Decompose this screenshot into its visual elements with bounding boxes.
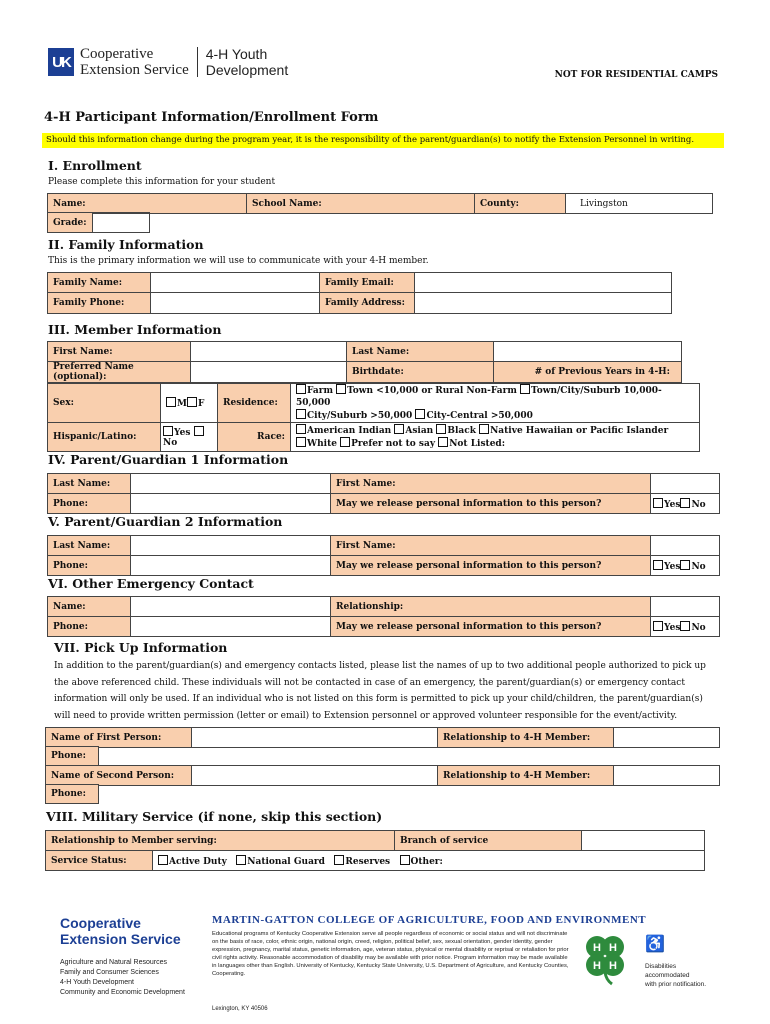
parent1-table — [47, 473, 720, 514]
sex-label: Sex: — [48, 384, 161, 423]
race-nh-label: Native Hawaiian or Pacific Islander — [490, 426, 669, 436]
pickup-phone-1 — [45, 746, 109, 766]
footer-departments — [60, 958, 185, 998]
prev-years-label — [494, 362, 682, 383]
enrollment-table — [47, 193, 713, 214]
res-farm-label: Farm — [307, 386, 333, 396]
coop-line1: Cooperative — [80, 46, 154, 62]
footer-dep4: Community and Economic Development — [60, 989, 185, 996]
ec-release-options — [651, 617, 720, 637]
res-town-label: Town <10,000 or Rural Non-Farm — [347, 386, 517, 396]
res-city-checkbox[interactable] — [296, 409, 306, 419]
section-parent2-heading: V. Parent/Guardian 2 Information — [48, 514, 283, 529]
sex-f-label: F — [197, 399, 205, 409]
ec-no-checkbox[interactable] — [680, 621, 690, 631]
footer-dep3: 4-H Youth Development — [60, 979, 134, 986]
race-ai-label: American Indian — [307, 426, 392, 436]
national-guard-label: National Guard — [247, 856, 325, 867]
svg-text:H: H — [593, 960, 601, 972]
birthdate-label: Birthdate: — [347, 362, 494, 383]
section-family-note: This is the primary information we will use to communicate with your 4-H member. — [48, 256, 429, 266]
p1-first-field[interactable] — [651, 474, 720, 494]
residence-options — [291, 384, 700, 423]
pickup-table-2 — [45, 765, 720, 786]
emergency-table — [47, 596, 720, 637]
race-asian-label: Asian — [405, 426, 434, 436]
race-nh-checkbox[interactable] — [479, 424, 489, 434]
first-person-label: Name of First Person: — [46, 728, 192, 748]
accessibility-icon: ♿ — [645, 934, 665, 953]
youth-development-name — [206, 46, 289, 78]
name-label: Name: — [48, 194, 247, 214]
p2-first-field[interactable] — [651, 536, 720, 556]
res-farm-checkbox[interactable] — [296, 384, 306, 394]
sex-m-label: M — [177, 399, 187, 409]
p1-phone-field[interactable] — [131, 494, 331, 514]
coop-extension-name — [80, 46, 189, 78]
disab-line3: with prior notification. — [645, 981, 707, 988]
p2-first-label: First Name: — [331, 536, 651, 556]
pickup-paragraph: In addition to the parent/guardian(s) and emergency contacts listed, please list the names of up to two additional people authorized to pick up the above referenced child. These individuals will not be contacted in case of an emergency, the parent/guardian(s) or emergency contact information will only be used. If an individual who is not listed on this form is permitted to pick up your child/children, the parent/guardian(s) will need to provide written permission (letter or email) to Extension personnel or approved volunteer responsible for the event/activity. — [54, 661, 706, 721]
p2-phone-field[interactable] — [131, 556, 331, 576]
second-rel-field[interactable] — [614, 766, 720, 786]
svg-text:H: H — [609, 942, 617, 954]
race-black-label: Black — [447, 426, 476, 436]
other-checkbox[interactable] — [400, 855, 410, 865]
military-table — [45, 830, 705, 871]
first-name-label: First Name: — [48, 342, 191, 362]
p1-phone-label: Phone: — [48, 494, 131, 514]
family-name-field[interactable] — [151, 273, 320, 293]
p1-yes-checkbox[interactable] — [653, 498, 663, 508]
first-name-field[interactable] — [191, 342, 347, 362]
preferred-name-field[interactable] — [191, 362, 347, 383]
svg-text:H: H — [609, 960, 617, 972]
reserves-checkbox[interactable] — [334, 855, 344, 865]
footer-coop-name — [60, 915, 181, 947]
hispanic-label: Hispanic/Latino: — [48, 423, 161, 452]
race-asian-checkbox[interactable] — [394, 424, 404, 434]
p2-yes-checkbox[interactable] — [653, 560, 663, 570]
prev-years-text: # of Previous Years in 4-H: — [534, 367, 670, 377]
footer-dep1: Agriculture and Natural Resources — [60, 959, 167, 966]
first-phone-label: Phone: — [46, 747, 99, 766]
logo-divider — [197, 47, 198, 77]
four-h-clover-icon — [578, 932, 632, 986]
ec-phone-field[interactable] — [131, 617, 331, 637]
res-central-label: City-Central >50,000 — [426, 411, 533, 421]
footer-coop-line1: Cooperative — [60, 915, 141, 931]
race-nl-label: Not Listed: — [449, 439, 506, 449]
coop-line2: Extension Service — [80, 62, 189, 78]
hispanic-options — [161, 423, 218, 452]
member-table-names — [47, 341, 682, 383]
p1-yes-label: Yes — [664, 499, 681, 510]
family-email-field[interactable] — [415, 273, 672, 293]
reserves-label: Reserves — [345, 856, 391, 867]
section-emergency-heading: VI. Other Emergency Contact — [48, 576, 254, 591]
p1-release-label: May we release personal information to this person? — [331, 494, 651, 514]
p1-no-checkbox[interactable] — [680, 498, 690, 508]
ec-name-field[interactable] — [131, 597, 331, 617]
p1-last-label: Last Name: — [48, 474, 131, 494]
p2-phone-label: Phone: — [48, 556, 131, 576]
disab-line2: accommodated — [645, 972, 690, 979]
first-phone-field[interactable] — [99, 747, 110, 766]
youth-line2: Development — [205, 62, 289, 78]
family-address-label: Family Address: — [320, 293, 415, 314]
second-person-field[interactable] — [192, 766, 438, 786]
service-status-label: Service Status: — [46, 851, 153, 871]
race-black-checkbox[interactable] — [436, 424, 446, 434]
military-rel-label: Relationship to Member serving: — [46, 831, 395, 851]
service-status-options — [153, 851, 705, 871]
grade-label: Grade: — [48, 213, 93, 233]
ec-relationship-label: Relationship: — [331, 597, 651, 617]
other-label: Other: — [410, 856, 443, 867]
first-person-field[interactable] — [192, 728, 438, 748]
race-white-label: White — [307, 439, 337, 449]
race-options — [291, 423, 700, 452]
section-pickup-heading: VII. Pick Up Information — [54, 640, 228, 655]
footer-statement: Educational programs of Kentucky Cooperative Extension serve all people regardless of economic or social status and will not discriminate on the basis of race, color, ethnic origin, national origin, creed, religion, political belief, sex, sexual orientation, gender identity, gender expression, pregnancy, marital status, genetic information, age, veteran status, physical or mental disability or reprisal or retaliation for prior civil rights activity. Reasonable accommodation of disability may be available with prior notice. Program information may be made available in languages other than English. University of Kentucky, Kentucky State University, U.S. Department of Agriculture, and Kentucky Counties, Cooperating. — [212, 931, 569, 977]
school-name-label: School Name: — [247, 194, 475, 214]
active-duty-label: Active Duty — [169, 856, 227, 867]
svg-text:H: H — [593, 942, 601, 954]
res-suburb-label: Town/City/Suburb 10,000-50,000 — [296, 386, 662, 408]
hispanic-yes-label: Yes — [174, 428, 191, 438]
preferred-name-label: Preferred Name (optional): — [48, 362, 191, 383]
race-white-checkbox[interactable] — [296, 437, 306, 447]
p2-release-options — [651, 556, 720, 576]
sex-options — [161, 384, 218, 423]
first-rel-field[interactable] — [614, 728, 720, 748]
member-table-demographics — [47, 383, 700, 452]
hispanic-yes-checkbox[interactable] — [163, 426, 173, 436]
county-field[interactable]: Livingston — [566, 194, 713, 214]
notice-banner: Should this information change during the program year, it is the responsibility of the parent/guardian(s) to notify the Extension Personnel in writing. — [42, 133, 724, 148]
section-enrollment-heading: I. Enrollment — [48, 158, 142, 173]
parent2-table — [47, 535, 720, 576]
ec-yes-label: Yes — [664, 622, 681, 633]
p1-last-field[interactable] — [131, 474, 331, 494]
race-prefer-checkbox[interactable] — [340, 437, 350, 447]
p2-last-label: Last Name: — [48, 536, 131, 556]
ec-name-label: Name: — [48, 597, 131, 617]
section-enrollment-note: Please complete this information for your student — [48, 177, 276, 187]
youth-line1: 4-H Youth — [205, 46, 268, 62]
sex-m-checkbox[interactable] — [166, 397, 176, 407]
section-member-heading: III. Member Information — [48, 322, 222, 337]
footer-coop-line2: Extension Service — [60, 931, 181, 947]
p2-no-label: No — [691, 561, 706, 572]
footer-dep2: Family and Consumer Sciences — [60, 969, 159, 976]
residence-label: Residence: — [218, 384, 291, 423]
branch-label: Branch of service — [395, 831, 582, 851]
form-title: 4-H Participant Information/Enrollment Form — [44, 110, 379, 125]
not-residential-label: NOT FOR RESIDENTIAL CAMPS — [554, 70, 718, 80]
grade-table — [47, 212, 150, 233]
race-prefer-label: Prefer not to say — [351, 439, 436, 449]
footer-college-name: MARTIN-GATTON COLLEGE OF AGRICULTURE, FOOD AND ENVIRONMENT — [212, 914, 647, 926]
second-phone-label: Phone: — [46, 785, 99, 804]
sex-f-checkbox[interactable] — [187, 397, 197, 407]
uk-logo-icon: UK — [48, 48, 74, 76]
family-table — [47, 272, 672, 314]
header-logo — [48, 46, 288, 78]
res-central-checkbox[interactable] — [415, 409, 425, 419]
p1-release-options — [651, 494, 720, 514]
p2-no-checkbox[interactable] — [680, 560, 690, 570]
county-label: County: — [475, 194, 566, 214]
race-label: Race: — [218, 423, 291, 452]
ec-phone-label: Phone: — [48, 617, 131, 637]
race-nl-checkbox[interactable] — [438, 437, 448, 447]
res-suburb-checkbox[interactable] — [520, 384, 530, 394]
branch-field[interactable] — [582, 831, 705, 851]
p1-first-label: First Name: — [331, 474, 651, 494]
active-duty-checkbox[interactable] — [158, 855, 168, 865]
section-family-heading: II. Family Information — [48, 237, 204, 252]
footer-address: Lexington, KY 40506 — [212, 1006, 268, 1012]
second-phone-field[interactable] — [99, 785, 110, 804]
hispanic-no-label: No — [163, 438, 178, 448]
grade-field[interactable] — [93, 213, 150, 233]
ec-no-label: No — [691, 622, 706, 633]
last-name-field[interactable] — [494, 342, 682, 362]
p2-yes-label: Yes — [664, 561, 681, 572]
footer-disabilities-note — [645, 962, 706, 989]
national-guard-checkbox[interactable] — [236, 855, 246, 865]
last-name-label: Last Name: — [347, 342, 494, 362]
pickup-phone-2 — [45, 784, 109, 804]
p1-no-label: No — [691, 499, 706, 510]
ec-yes-checkbox[interactable] — [653, 621, 663, 631]
p2-last-field[interactable] — [131, 536, 331, 556]
ec-release-label: May we release personal information to this person? — [331, 617, 651, 637]
res-city-label: City/Suburb >50,000 — [307, 411, 413, 421]
second-rel-label: Relationship to 4-H Member: — [438, 766, 614, 786]
section-military-heading: VIII. Military Service (if none, skip this section) — [46, 809, 383, 824]
p2-release-label: May we release personal information to this person? — [331, 556, 651, 576]
family-email-label: Family Email: — [320, 273, 415, 293]
disab-line1: Disabilities — [645, 963, 677, 970]
hispanic-no-checkbox[interactable] — [194, 426, 204, 436]
ec-relationship-field[interactable] — [651, 597, 720, 617]
family-phone-label: Family Phone: — [48, 293, 151, 314]
first-rel-label: Relationship to 4-H Member: — [438, 728, 614, 748]
family-phone-field[interactable] — [151, 293, 320, 314]
section-parent1-heading: IV. Parent/Guardian 1 Information — [48, 452, 289, 467]
pickup-table-1 — [45, 727, 720, 748]
family-address-field[interactable] — [415, 293, 672, 314]
family-name-label: Family Name: — [48, 273, 151, 293]
race-ai-checkbox[interactable] — [296, 424, 306, 434]
second-person-label: Name of Second Person: — [46, 766, 192, 786]
res-town-checkbox[interactable] — [336, 384, 346, 394]
